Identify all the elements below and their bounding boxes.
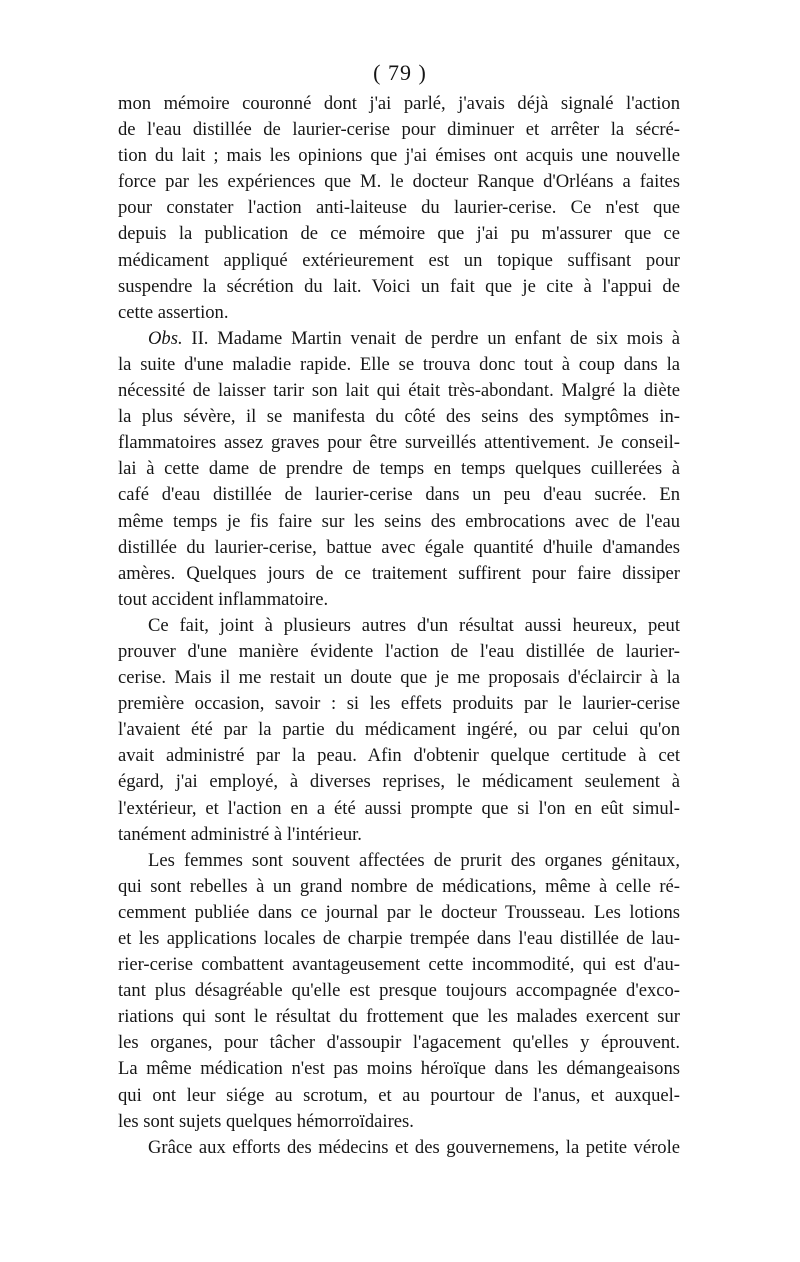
observation-label: Obs. — [148, 327, 183, 349]
text-line: médicament appliqué extérieurement est un topique suffisant pour — [118, 249, 680, 271]
text-line: et les applications locales de charpie trempée dans l'eau distillée de lau- — [118, 928, 680, 949]
text-line: les organes, pour tâcher d'assoupir l'agacement qu'elles y éprouvent. — [118, 1032, 680, 1054]
text-line: rier-cerise combattent avantageusement cette incommodité, qui est d'au- — [118, 954, 680, 976]
text-line: prouver d'une manière évidente l'action de l'eau distillée de laurier- — [118, 640, 680, 662]
text-line: cette assertion. — [118, 301, 229, 323]
text-line: la suite d'une maladie rapide. Elle se trouva donc tout à coup dans la — [118, 353, 680, 375]
text-line: mon mémoire couronné dont j'ai parlé, j'avais déjà signalé l'action — [118, 93, 680, 114]
text-line: cerise. Mais il me restait un doute que je me proposais d'éclaircir à la — [118, 667, 680, 689]
text-line: tant plus désagréable qu'elle est presque toujours accompagnée d'exco- — [118, 980, 680, 1002]
text-line: nécessité de laisser tarir son lait qui était très-abondant. Malgré la diète — [118, 380, 680, 402]
text-line: tanément administré à l'intérieur. — [118, 823, 362, 845]
text-line: depuis la publication de ce mémoire que j'ai pu m'assurer que ce — [118, 223, 680, 245]
text-line: café d'eau distillée de laurier-cerise dans un peu d'eau sucrée. En — [118, 484, 680, 506]
text-line: Grâce aux efforts des médecins et des gouvernemens, la petite vérole — [148, 1136, 680, 1158]
text-line: la plus sévère, il se manifesta du côté des seins des symptômes in- — [118, 406, 680, 428]
text-line: La même médication n'est pas moins héroïque dans les démangeaisons — [118, 1058, 680, 1080]
text-line: pour constater l'action anti-laiteuse du laurier-cerise. Ce n'est que — [118, 197, 680, 219]
text-line: avait administré par la peau. Afin d'obtenir quelque certitude à cet — [118, 745, 680, 767]
text-line: de l'eau distillée de laurier-cerise pour diminuer et arrêter la sécré- — [118, 119, 680, 141]
text-line — [118, 326, 680, 352]
page-number: ( 79 ) — [373, 60, 427, 85]
text-line: les sont sujets quelques hémorroïdaires. — [118, 1110, 414, 1132]
text-line: force par les expériences que M. le docteur Ranque d'Orléans a faites — [118, 171, 680, 193]
text-line: Ce fait, joint à plusieurs autres d'un résultat aussi heureux, peut — [148, 614, 680, 636]
text-line: flammatoires assez graves pour être surveillés attentivement. Je conseil- — [118, 432, 680, 454]
text-line: l'avaient été par la partie du médicament ingéré, ou par celui qu'on — [118, 719, 680, 741]
text-line: lai à cette dame de prendre de temps en temps quelques cuillerées à — [118, 458, 680, 480]
text-line: distillée du laurier-cerise, battue avec égale quantité d'huile d'amandes — [118, 536, 680, 558]
text-line: l'extérieur, et l'action en a été aussi prompte que si l'on en eût simul- — [118, 797, 680, 819]
text-line: qui sont rebelles à un grand nombre de médications, même à celle ré- — [118, 875, 680, 897]
text-line: cemment publiée dans ce journal par le docteur Trousseau. Les lotions — [118, 901, 680, 923]
text-line: Les femmes sont souvent affectées de prurit des organes génitaux, — [148, 849, 680, 871]
text-line: première occasion, savoir : si les effets produits par le laurier-cerise — [118, 693, 680, 715]
text-line: tout accident inflammatoire. — [118, 588, 329, 610]
text-line: égard, j'ai employé, à diverses reprises, le médicament seulement à — [118, 771, 680, 793]
text-line: suspendre la sécrétion du lait. Voici un fait que je cite à l'appui de — [118, 275, 680, 297]
text-line: qui ont leur siége au scrotum, et au pourtour de l'anus, et auxquel- — [118, 1084, 680, 1106]
text-line: riations qui sont le résultat du frottement que les malades exercent sur — [118, 1006, 680, 1028]
text-line: même temps je fis faire sur les seins des embrocations avec de l'eau — [118, 510, 680, 532]
text-line: tion du lait ; mais les opinions que j'ai émises ont acquis une nouvelle — [118, 145, 680, 167]
observation-text: II. Madame Martin venait de perdre un enfant de six mois à — [182, 327, 680, 349]
text-line: amères. Quelques jours de ce traitement suffirent pour faire dissiper — [118, 562, 680, 584]
body-text — [118, 91, 680, 1161]
